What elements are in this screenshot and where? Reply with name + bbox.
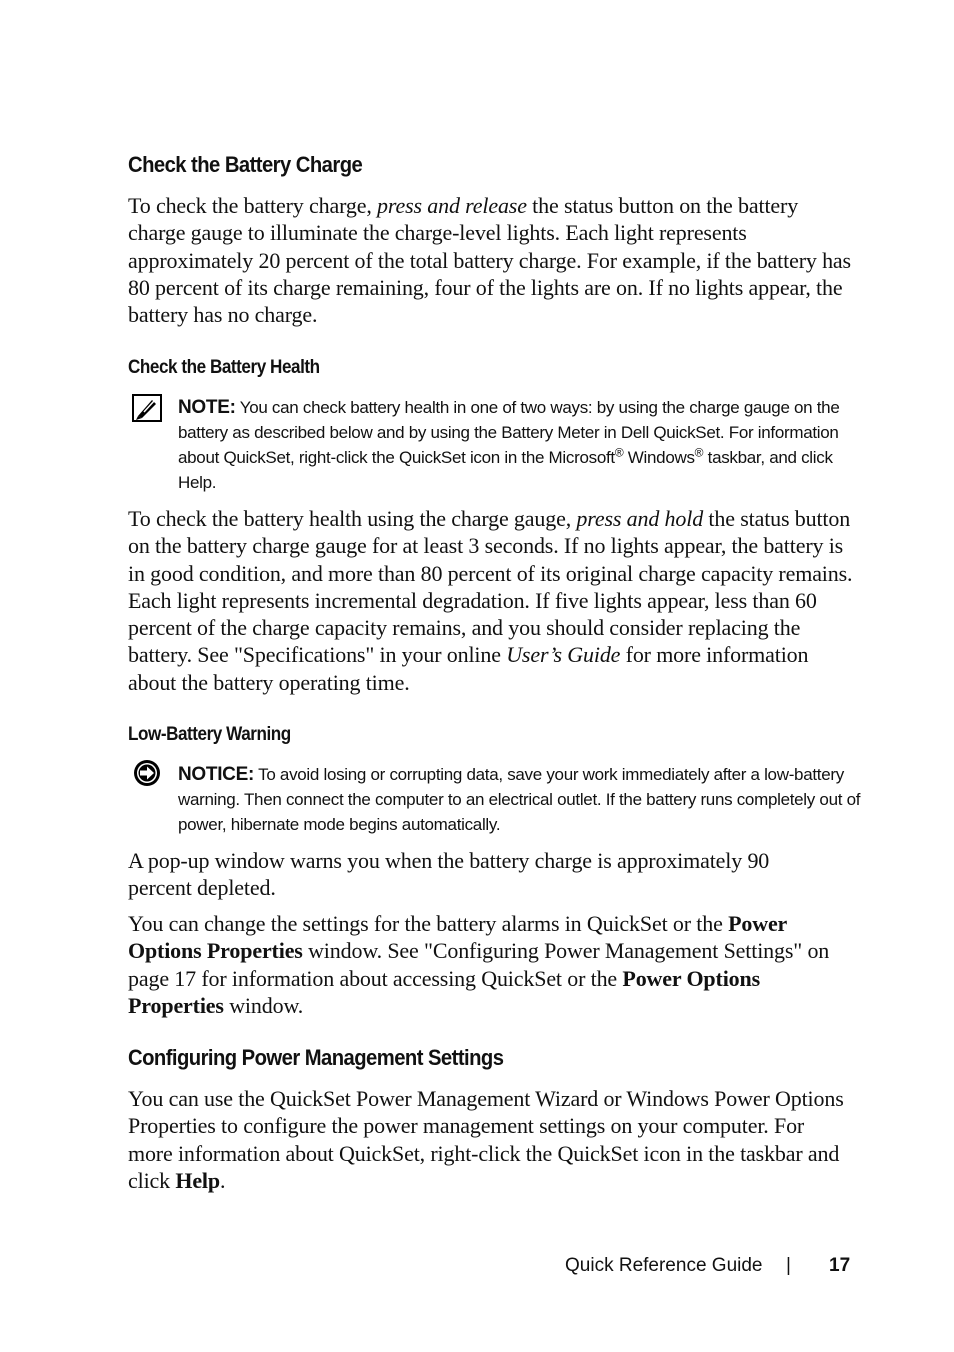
paragraph-power-management: You can use the QuickSet Power Management Wizard or Windows Power Options Properties to configure the power management settings on your computer. For more information about QuickSet, right-click the QuickSet icon in the taskbar and click Help. — [128, 1086, 844, 1193]
heading-configuring-power-management: Configuring Power Management Settings — [128, 1045, 504, 1070]
paragraph-popup-warning: A pop-up window warns you when the battery charge is approximately 90 percent depleted. — [128, 848, 770, 901]
note-battery-health: NOTE: You can check battery health in one of two ways: by using the charge gauge on the battery as described below and by using the Battery Meter in Dell QuickSet. For information about QuickSet, right-click the QuickSet icon in the Microsoft® Windows® taskbar, and click Help. — [178, 397, 840, 492]
notice-low-battery: NOTICE: To avoid losing or corrupting data, save your work immediately after a low-battery warning. Then connect the computer to an electrical outlet. If the battery runs completely out of power, hibernate mode begins automatically. — [178, 764, 861, 834]
pencil-note-icon — [132, 394, 162, 422]
heading-check-battery-charge: Check the Battery Charge — [128, 152, 363, 177]
footer-guide-title: Quick Reference Guide — [565, 1255, 763, 1276]
heading-check-battery-health: Check the Battery Health — [128, 357, 320, 378]
notice-arrow-icon — [132, 759, 162, 787]
paragraph-battery-health: To check the battery health using the charge gauge, press and hold the status button on the battery charge gauge for at least 3 seconds. If no lights appear, the battery is in good condition, and more than 80 percent of its original charge capacity remains. Each light represents incremental degradation. If five lights appear, less than 60 percent of the charge capacity remains, and you should consider replacing the battery. See "Specifications" in your online User’s Guide for more information about the battery operating time. — [128, 506, 853, 695]
paragraph-battery-charge: To check the battery charge, press and release the status button on the battery charge gauge to illuminate the charge-level lights. Each light represents approximately 20 percent of the total battery charge. For example, if the battery has 80 percent of its charge remaining, four of the lights are on. If no lights appear, the battery has no charge. — [128, 193, 851, 328]
footer-separator: | — [786, 1255, 791, 1276]
footer-page-number: 17 — [829, 1255, 851, 1276]
paragraph-battery-alarms: You can change the settings for the battery alarms in QuickSet or the Power Options Properties window. See "Configuring Power Management Settings" on page 17 for information about accessing QuickSet or the Power Options Properties window. — [128, 911, 830, 1018]
heading-low-battery-warning: Low-Battery Warning — [128, 724, 291, 745]
